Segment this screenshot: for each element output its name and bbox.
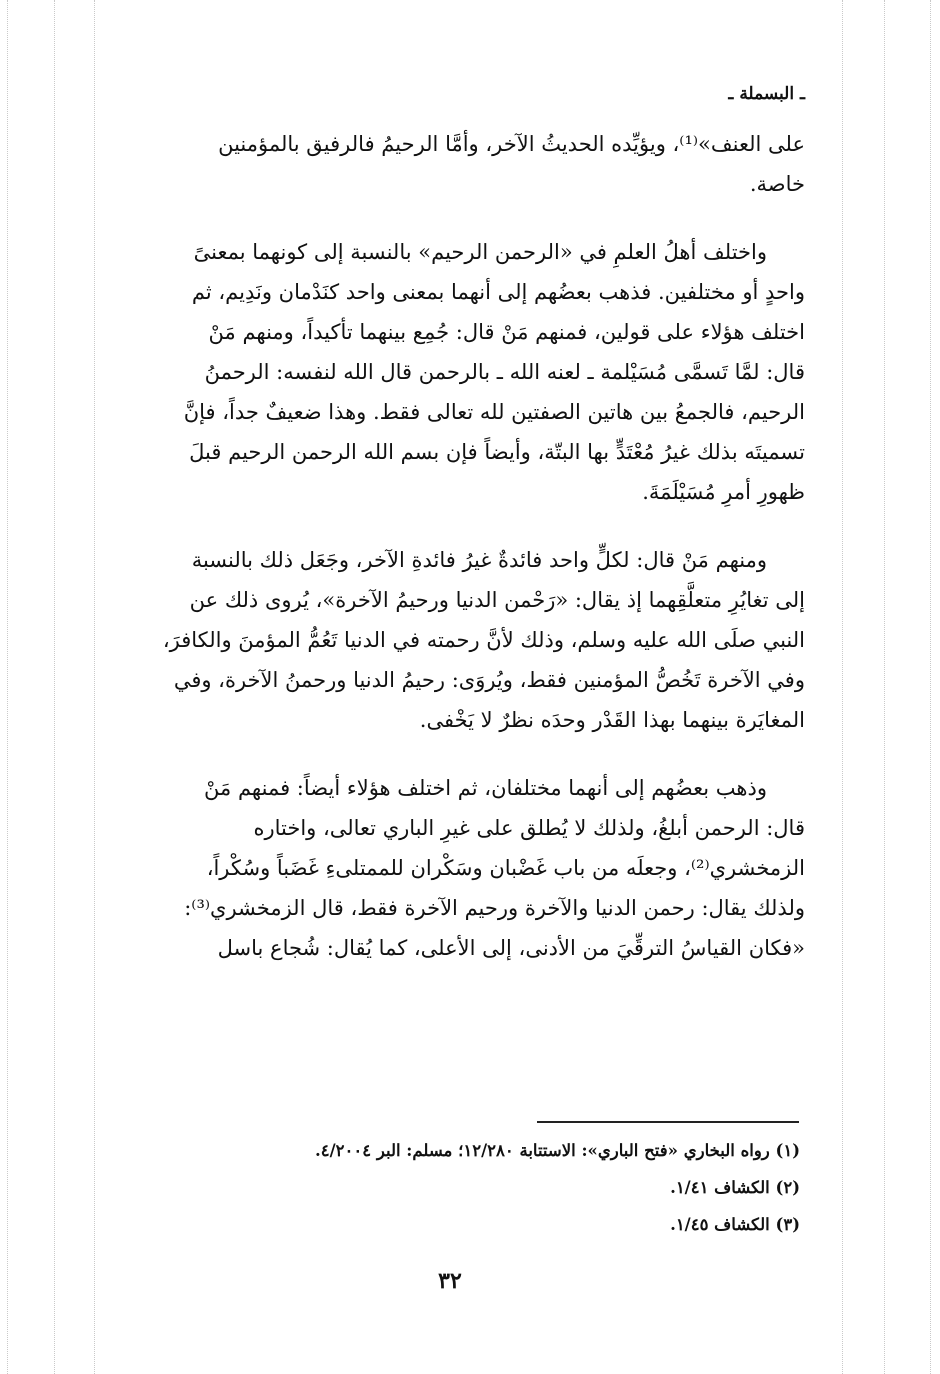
text-line: خاصة. xyxy=(749,172,805,196)
running-header: ـ البسملة ـ xyxy=(728,84,805,104)
scan-guide-line xyxy=(842,0,843,1374)
paragraph-2 xyxy=(108,232,805,512)
text-line: «فكان القياسُ الترقِّيَ من الأدنى، إلى الأعلى، كما يُقال: شُجاع باسل xyxy=(217,936,805,960)
text-line: وذهب بعضُهم إلى أنهما مختلفان، ثم اختلف هؤلاء أيضاً: فمنهم مَنْ xyxy=(204,776,767,800)
text-line: على العنف»⁽¹⁾، ويؤيِّده الحديثُ الآخر، وأمَّا الرحيمُ فالرفيق بالمؤمنين xyxy=(218,132,805,156)
paragraph-4 xyxy=(108,768,805,968)
paragraph-3 xyxy=(108,540,805,740)
text-line: تسميتَه بذلك غيرُ مُعْتَدٍّ بها البتّة، وأيضاً فإن بسم الله الرحمن الرحيم قبلَ xyxy=(189,440,805,464)
text-line: الرحيم، فالجمعُ بين هاتين الصفتين لله تعالى فقط. وهذا ضعيفٌ جداً، فإنَّ xyxy=(183,400,805,424)
text-line: ومنهم مَنْ قال: لكلٍّ واحد فائدةٌ غيرُ فائدةِ الآخر، وجَعَل ذلك بالنسبة xyxy=(191,548,767,572)
text-line: إلى تغايُرِ متعلَّقِهما إذ يقال: «رَحْمن الدنيا ورحيمُ الآخرة»، يُروى ذلك عن xyxy=(189,588,805,612)
text-line: الزمخشري⁽²⁾، وجعلَه من باب غَضْبان وسَكْران للممتلىءِ غَضَباً وسُكْراً، xyxy=(206,856,805,880)
footnote-3: (٣) الكشاف ١/٤٥. xyxy=(670,1215,800,1234)
footnote-divider xyxy=(537,1121,799,1123)
text-line: قال: لمَّا تَسمَّى مُسَيْلمة ـ لعنه الله ـ بالرحمن قال الله لنفسه: الرحمنُ xyxy=(204,360,805,384)
footnote-1: (١) رواه البخاري «فتح الباري»: الاستتابة ١٢/٢٨٠؛ مسلم: البر ٤/٢٠٠٤. xyxy=(315,1141,800,1160)
paragraph-1 xyxy=(108,124,805,204)
text-line: اختلف هؤلاء على قولين، فمنهم مَنْ قال: جُمِع بينهما تأكيداً، ومنهم مَنْ xyxy=(208,320,805,344)
scan-guide-line xyxy=(54,0,55,1374)
footnote-2: (٢) الكشاف ١/٤١. xyxy=(670,1178,800,1197)
scan-guide-line xyxy=(94,0,95,1374)
footnotes xyxy=(130,1132,800,1243)
body-text xyxy=(108,124,805,968)
text-line: المغايَرة بينهما بهذا القَدْر وحدَه نظرٌ لا يَخْفى. xyxy=(419,708,805,732)
text-line: ظهورِ أمرِ مُسَيْلَمَةَ. xyxy=(642,480,805,504)
scan-guide-line xyxy=(930,0,931,1374)
text-line: وفي الآخرة تَخُصُّ المؤمنين فقط، ويُروَى: رحيمُ الدنيا ورحمنُ الآخرة، وفي xyxy=(173,668,805,692)
page-number: ٣٢ xyxy=(438,1268,462,1294)
text-line: النبي صلَى الله عليه وسلم، وذلك لأنَّ رحمته في الدنيا تَعُمُّ المؤمنَ والكافرَ، xyxy=(162,628,805,652)
text-line: ولذلك يقال: رحمن الدنيا والآخرة ورحيم الآخرة فقط، قال الزمخشري⁽³⁾: xyxy=(184,896,805,920)
scan-guide-line xyxy=(884,0,885,1374)
text-line: قال: الرحمن أبلغُ، ولذلك لا يُطلق على غيرِ الباري تعالى، واختاره xyxy=(253,816,805,840)
text-line: واختلف أهلُ العلمِ في «الرحمن الرحيم» بالنسبة إلى كونهما بمعنىً xyxy=(193,240,767,264)
scan-guide-line xyxy=(7,0,8,1374)
text-line: واحدٍ أو مختلفين. فذهب بعضُهم إلى أنهما بمعنى واحد كنَدْمان ونَدِيم، ثم xyxy=(191,280,805,304)
